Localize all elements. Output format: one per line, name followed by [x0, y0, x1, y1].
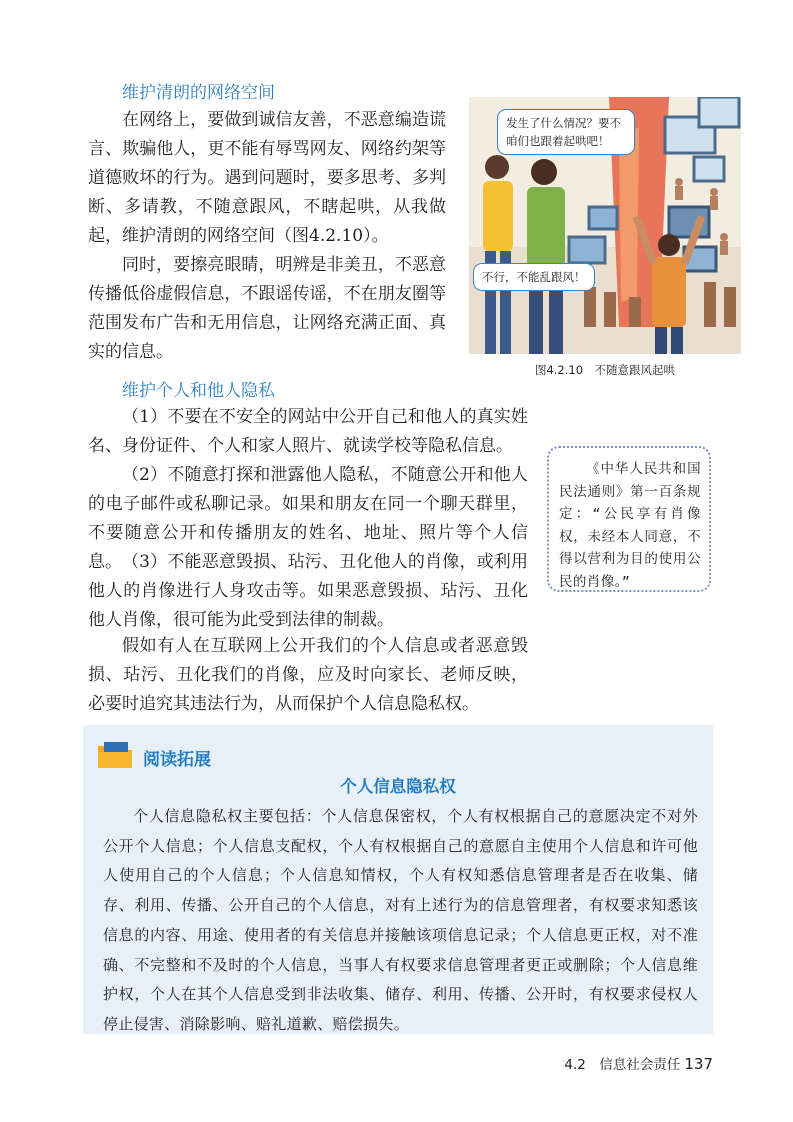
paragraph-honesty: 在网络上，要做到诚信友善，不恶意编造谎言、欺骗他人，更不能有辱骂网友、网络约架等道德败坏的行为。遇到问题时，要多思考、多判断、多请教，不随意跟风，不瞎起哄，从我做起，维护清朗的网络空间（图4.2.10）。	[88, 110, 446, 246]
page-number: 137	[684, 1055, 713, 1073]
page-footer	[564, 1053, 713, 1073]
law-note-box	[547, 446, 711, 592]
paragraph-report: 假如有人在互联网上公开我们的个人信息或者恶意毁损、玷污、丑化我们的肖像，应及时向家长、老师反映，必要时追究其违法行为，从而保护个人信息隐私权。	[88, 636, 528, 714]
folder-icon	[96, 740, 134, 770]
reading-extension-body: 个人信息隐私权主要包括：个人信息保密权，个人有权根据自己的意愿决定不对外公开个人信息；个人信息支配权，个人有权根据自己的意愿自主使用个人信息和许可他人使用自己的个人信息；个人信息知情权，个人有权知悉信息管理者是否在收集、储存、利用、传播、公开自己的个人信息，对有上述行为的信息管理者，有权要求知悉该信息的内容、用途、使用者的有关信息并接触该项信息记录；个人信息更正权，对不准确、不完整和不及时的个人信息，当事人有权要求信息管理者更正或删除；个人信息维护权，个人在其个人信息受到非法收集、储存、利用、传播、公开时，有权要求侵权人停止侵害、消除影响、赔礼道歉、赔偿损失。	[103, 807, 698, 1033]
speech-bubble-bottom: 不行，不能乱跟风！	[473, 263, 595, 291]
section-heading-clean-cyberspace: 维护清朗的网络空间	[122, 83, 275, 103]
reading-extension-label: 阅读拓展	[143, 750, 211, 770]
privacy-item-1: （1）不要在不安全的网站中公开自己和他人的真实姓名、身份证件、个人和家人照片、就读学校等隐私信息。	[88, 407, 528, 456]
speech-bubble-top: 发生了什么情况？要不咱们也跟着起哄吧！	[497, 109, 635, 155]
section-heading-privacy: 维护个人和他人隐私	[122, 381, 275, 401]
reading-extension-title: 个人信息隐私权	[340, 777, 456, 796]
illustration-crowd-following	[469, 97, 741, 354]
privacy-item-2: （2）不随意打探和泄露他人隐私，不随意公开和他人的电子邮件或私聊记录。如果和朋友在同一个聊天群里，不要随意公开和传播朋友的姓名、地址、照片等个人信息。	[88, 465, 528, 572]
law-note-text: 《中华人民共和国民法通则》第一百条规定：“公民享有肖像权，未经本人同意，不得以营利为目的使用公民的肖像。”	[559, 461, 701, 590]
privacy-item-3: （3）不能恶意毁损、玷污、丑化他人的肖像，或利用他人的肖像进行人身攻击等。如果恶意毁损、玷污、丑化他人肖像，很可能为此受到法律的制裁。	[88, 552, 528, 630]
paragraph-discern: 同时，要擦亮眼睛，明辨是非美丑，不恶意传播低俗虚假信息，不跟谣传谣，不在朋友圈等范围发布广告和无用信息，让网络充满正面、真实的信息。	[88, 255, 446, 362]
footer-section: 4.2 信息社会责任	[564, 1057, 681, 1073]
figure-caption: 图4.2.10 不随意跟风起哄	[534, 363, 676, 377]
